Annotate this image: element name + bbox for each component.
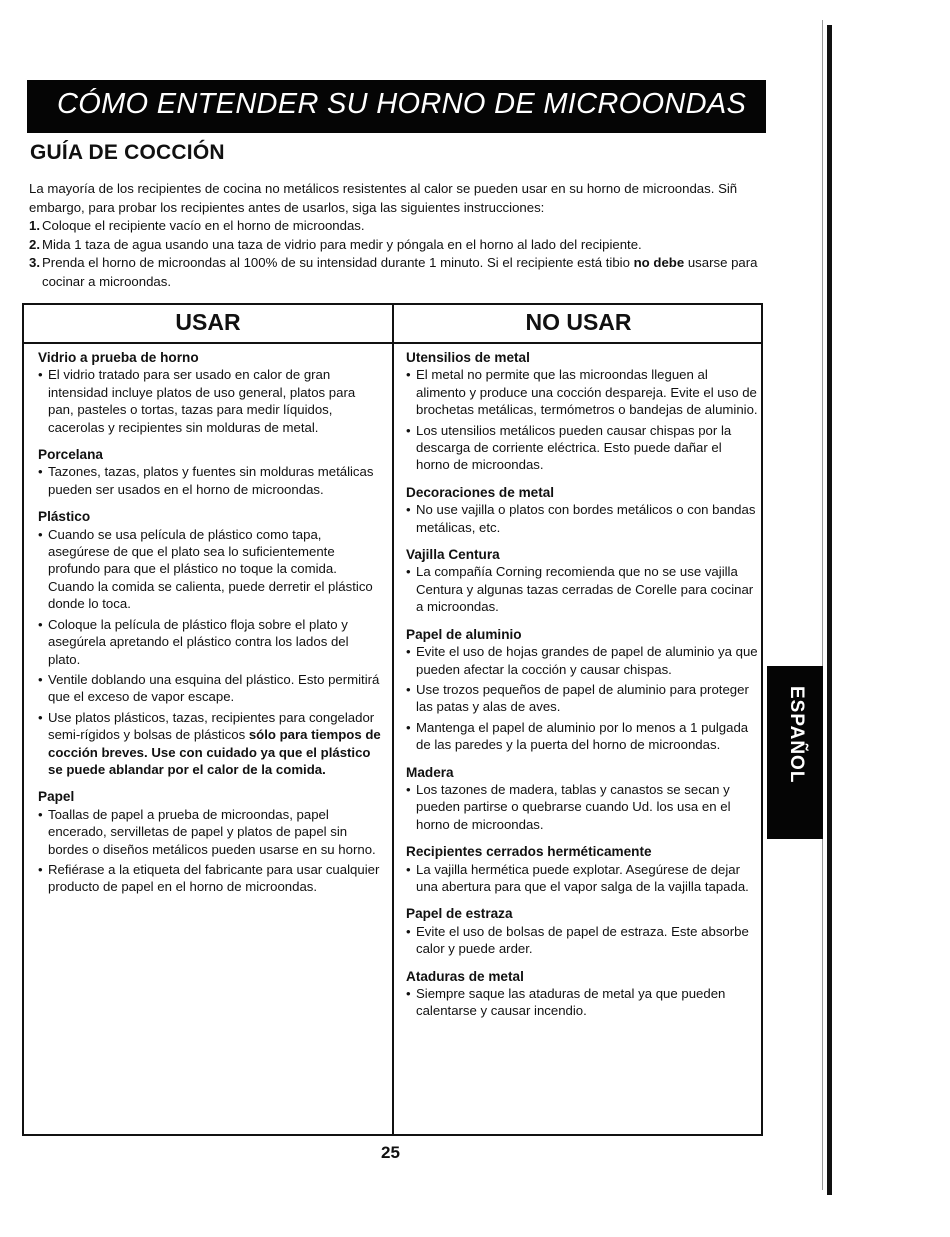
bullet-text: Use platos plásticos, tazas, recipientes para congelador semi-rígidos y bolsas de plásticos: [48, 709, 375, 743]
bullet-text: Toallas de papel a prueba de microondas, papel encerado, servilletas de papel y platos de papel sin bordes o diseños metálicos pueden usarse en su horno.: [48, 806, 376, 857]
category-bullet: [38, 671, 383, 706]
category-title: Decoraciones de metal: [406, 484, 555, 500]
bullet-text: Coloque la película de plástico floja sobre el plato y asegúrela apretando el plástico contra los lados del plato.: [48, 616, 349, 667]
step-number: 1.: [29, 218, 40, 234]
category-bullet: [406, 923, 758, 958]
thumb-index-strip: [827, 25, 832, 1195]
category-bullet: [406, 643, 758, 678]
category-block: [406, 626, 758, 754]
category-title: Papel de estraza: [406, 906, 513, 922]
category-bullet: [38, 526, 383, 613]
bullet-text: Cuando se usa película de plástico como tapa, asegúrese de que el plato sea lo suficientemente profundo para que el plástico no toque la comida. Cuando la comida se calienta, puede derretir el plástico donde lo toca.: [48, 526, 373, 612]
bullet-text: La compañía Corning recomienda que no se use vajilla Centura y algunas tazas cerradas de Corelle para cocinar a microondas.: [416, 564, 754, 615]
step-text: Coloque el recipiente vacío en el horno de microondas.: [42, 218, 365, 234]
intro-paragraph: La mayoría de los recipientes de cocina no metálicos resistentes al calor se pueden usar en su horno de microondas. Siñ embargo, para probar los recipientes antes de usarlos, siga las siguientes instrucciones:: [29, 181, 738, 215]
bullet-text: No use vajilla o platos con bordes metálicos o con bandas metálicas, etc.: [416, 502, 756, 535]
bullet-emphasis: sólo para tiempos de cocción breves. Use con cuidado ya que el plástico se puede ablandar por el calor de la comida.: [48, 727, 381, 777]
category-bullet: [38, 806, 383, 858]
language-tab: [767, 666, 823, 839]
category-title: Utensilios de metal: [406, 350, 530, 365]
category-bullet: [406, 719, 758, 754]
no-usar-column: [406, 349, 758, 1030]
category-title: Papel de aluminio: [406, 626, 522, 642]
category-bullet: [406, 985, 758, 1020]
column-header-no-usar: NO USAR: [525, 309, 632, 335]
category-bullet: [406, 366, 758, 418]
instruction-step: [29, 236, 769, 255]
step-emphasis: no debe: [633, 255, 685, 271]
category-block: [406, 968, 758, 1020]
category-bullet: [406, 501, 758, 536]
column-divider: [392, 305, 394, 1134]
bullet-text: Use trozos pequeños de papel de aluminio para proteger las patas y alas de aves.: [416, 681, 749, 715]
bullet-text: La vajilla hermética puede explotar. Asegúrese de dejar una abertura para que el vapor salga de la vajilla tapada.: [416, 861, 749, 894]
category-bullet: [406, 681, 758, 716]
category-bullet: [38, 366, 383, 436]
bullet-text: Tazones, tazas, platos y fuentes sin molduras metálicas pueden ser usados en el horno de microondas.: [48, 464, 374, 497]
cookware-table: [22, 303, 763, 1136]
category-bullet: [406, 781, 758, 833]
category-block: [406, 349, 758, 474]
category-bullet: [38, 861, 383, 896]
step-text-tail: usarse para cocinar a microondas.: [42, 255, 758, 289]
title-banner: [27, 80, 766, 133]
intro: [29, 180, 769, 292]
category-bullet: [38, 463, 383, 498]
category-bullet: [406, 861, 758, 896]
category-bullet: [38, 616, 383, 668]
instruction-steps: [29, 217, 769, 291]
page-edge-line: [822, 20, 823, 1190]
category-block: [38, 788, 383, 895]
instruction-step: [29, 254, 769, 291]
page-title: CÓMO ENTENDER SU HORNO DE MICROONDAS: [57, 88, 747, 120]
bullet-text: Evite el uso de bolsas de papel de estraza. Este absorbe calor y puede arder.: [416, 923, 749, 957]
instruction-step: [29, 217, 769, 236]
step-text: Mida 1 taza de agua usando una taza de vidrio para medir y póngala en el horno al lado del recipiente.: [42, 236, 642, 252]
category-title: Ataduras de metal: [406, 968, 524, 984]
step-number: 2.: [29, 236, 40, 252]
bullet-text: El metal no permite que las microondas lleguen al alimento y produce una cocción despareja. Evite el uso de brochetas metálicas, termómetros o bandejas de aluminio.: [416, 367, 758, 418]
bullet-text: Evite el uso de hojas grandes de papel de aluminio ya que pueden afectar la cocción y causar chispas.: [416, 644, 758, 677]
category-title: Recipientes cerrados herméticamente: [406, 844, 652, 860]
category-block: [406, 546, 758, 616]
category-block: [406, 843, 758, 895]
bullet-text: Siempre saque las ataduras de metal ya que pueden calentarse y causar incendio.: [416, 986, 726, 1019]
category-title: Vajilla Centura: [406, 547, 500, 563]
bullet-text: Mantenga el papel de aluminio por lo menos a 1 pulgada de las paredes y la puerta del horno de microondas.: [416, 719, 749, 753]
language-tab-label: ESPAÑOL: [786, 686, 807, 784]
category-title: Papel: [38, 789, 75, 805]
category-title: Porcelana: [38, 447, 103, 463]
step-text: Prenda el horno de microondas al 100% de su intensidad durante 1 minuto. Si el recipiente está tibio: [42, 255, 634, 271]
category-title: Plástico: [38, 509, 91, 525]
step-number: 3.: [29, 255, 40, 271]
bullet-text: Los utensilios metálicos pueden causar chispas por la descarga de corriente eléctrica. Esto puede dañar el horno de microondas.: [416, 422, 732, 473]
usar-column: [38, 349, 383, 906]
column-header-usar: USAR: [175, 309, 241, 335]
section-title: GUÍA DE COCCIÓN: [30, 141, 225, 164]
category-title: Madera: [406, 764, 454, 780]
category-bullet: [406, 422, 758, 474]
category-block: [406, 484, 758, 536]
category-block: [38, 508, 383, 778]
category-bullet: [406, 563, 758, 615]
bullet-text: Ventile doblando una esquina del plástico. Esto permitirá que el exceso de vapor escape.: [48, 671, 380, 705]
category-block: [38, 446, 383, 498]
category-block: [406, 905, 758, 957]
category-block: [406, 764, 758, 834]
bullet-text: Refiérase a la etiqueta del fabricante para usar cualquier producto de papel en el horno de microondas.: [48, 861, 380, 895]
bullet-text: Los tazones de madera, tablas y canastos se secan y pueden partirse o quebrarse cuando Ud. los usa en el horno de microondas.: [416, 781, 731, 832]
category-block: [38, 349, 383, 436]
category-title: Vidrio a prueba de horno: [38, 350, 199, 365]
category-bullet: [38, 709, 383, 779]
page-number: 25: [381, 1143, 400, 1162]
bullet-text: El vidrio tratado para ser usado en calor de gran intensidad incluye platos de uso general, platos para pan, pasteles o tortas, tazas para medir líquidos, cacerolas y recipientes sin molduras de metal.: [48, 367, 356, 435]
